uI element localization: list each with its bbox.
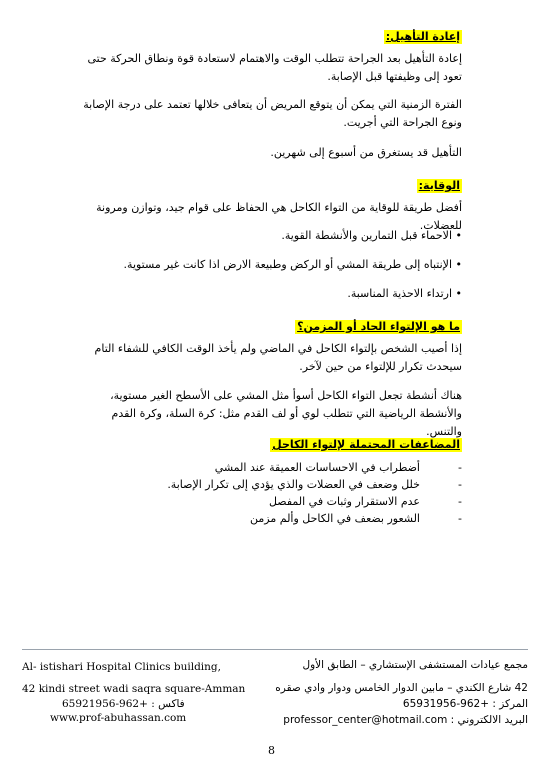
list-item (100, 459, 462, 476)
prevention-heading: الوقاية: (418, 179, 460, 192)
prevention-paragraph: أفضل طريقة للوقاية من التواء الكاحل هي الحفاظ على قوام جيد، وتوازن ومرونة للعضلات. (96, 201, 462, 232)
dash-marker: - (458, 495, 462, 508)
complications-list (100, 459, 462, 527)
footer-divider (22, 649, 528, 650)
rehab-paragraph-3: التأهيل قد يستغرق من أسبوع إلى شهرين. (270, 146, 462, 159)
complication-text: أضطراب في الاحساسات العميقة عند المشي (214, 461, 420, 474)
footer-en-line1: Al- istishari Hospital Clinics building, (22, 661, 221, 673)
footer-ar-line2: 42 شارع الكندي – مابين الدوار الخامس ودوار وادي صقره (275, 682, 528, 694)
complication-text: عدم الاستقرار وثبات في المفصل (268, 495, 420, 508)
chronic-heading: ما هو الإلتواء الحاد أو المزمن؟ (297, 320, 460, 333)
bullet-text: الاحماء قبل التمارين والأنشطة القوية. (281, 229, 452, 242)
list-item: • الإنتباه إلى طريقة المشي أو الركض وطبيعة الارض اذا كانت غير مستوية. (123, 258, 462, 271)
chronic-paragraph-2: هناك أنشطة تجعل التواء الكاحل أسوأ مثل المشي على الأسطح الغير مستوية، والأنشطة الرياضية التي تتطلب لوي أو لف القدم مثل: كرة السلة، وكرة القدم والتنس. (110, 389, 462, 438)
footer-phone: المركز : +962-65931956 (402, 698, 528, 710)
list-item: • ارتداء الاحذية المناسبة. (347, 287, 462, 300)
dash-marker: - (458, 461, 462, 474)
footer-fax: فاكس : +962-65921956 (62, 698, 185, 710)
footer-en-line2: 42 kindi street wadi saqra square-Amman (22, 683, 246, 695)
chronic-heading-wrap (295, 315, 462, 334)
prevention-heading-wrap (417, 174, 462, 193)
complications-heading-wrap (270, 433, 462, 452)
list-item (100, 493, 462, 510)
rehab-heading: إعادة التأهيل: (385, 30, 460, 43)
prevention-bullet-list (60, 227, 462, 307)
footer-email-link[interactable]: البريد الالكتروني : professor_center@hotmail.com (283, 714, 528, 726)
footer-website-link[interactable]: www.prof-abuhassan.com (50, 712, 187, 724)
rehab-heading-wrap (384, 25, 462, 44)
page-number: 8 (268, 744, 275, 757)
complication-text: الشعور بضعف في الكاحل وألم مزمن (250, 512, 420, 525)
complication-text: خلل وضعف في العضلات والذي يؤدي إلى تكرار الإصابة. (167, 478, 420, 491)
rehab-paragraph-2: الفترة الزمنية التي يمكن أن يتوقع المريض أن يتعافى خلالها تعتمد على درجة الإصابة ونوع الجراحة التي أجريت. (83, 98, 462, 129)
dash-marker: - (458, 478, 462, 491)
chronic-paragraph-1: إذا أصيب الشخص بإلتواء الكاحل في الماضي ولم يأخذ الوقت الكافي للشفاء التام سيحدث تكرار للإلتواء من حين لآخر. (94, 342, 462, 373)
dash-marker: - (458, 512, 462, 525)
bullet-text: الإنتباه إلى طريقة المشي أو الركض وطبيعة الارض اذا كانت غير مستوية. (123, 258, 452, 271)
complications-heading: المضاعفات المحتملة لإلتواء الكاحل (272, 438, 460, 451)
footer-ar-line1: مجمع عيادات المستشفى الإستشاري – الطابق الأول (302, 659, 528, 671)
list-item (100, 476, 462, 493)
list-item: • الاحماء قبل التمارين والأنشطة القوية. (281, 229, 462, 242)
bullet-text: ارتداء الاحذية المناسبة. (347, 287, 452, 300)
rehab-paragraph-1: إعادة التأهيل بعد الجراحة تتطلب الوقت والاهتمام لاستعادة قوة ونطاق الحركة حتى تعود إلى وظيفتها قبل الإصابة. (87, 52, 462, 83)
list-item (100, 510, 462, 527)
